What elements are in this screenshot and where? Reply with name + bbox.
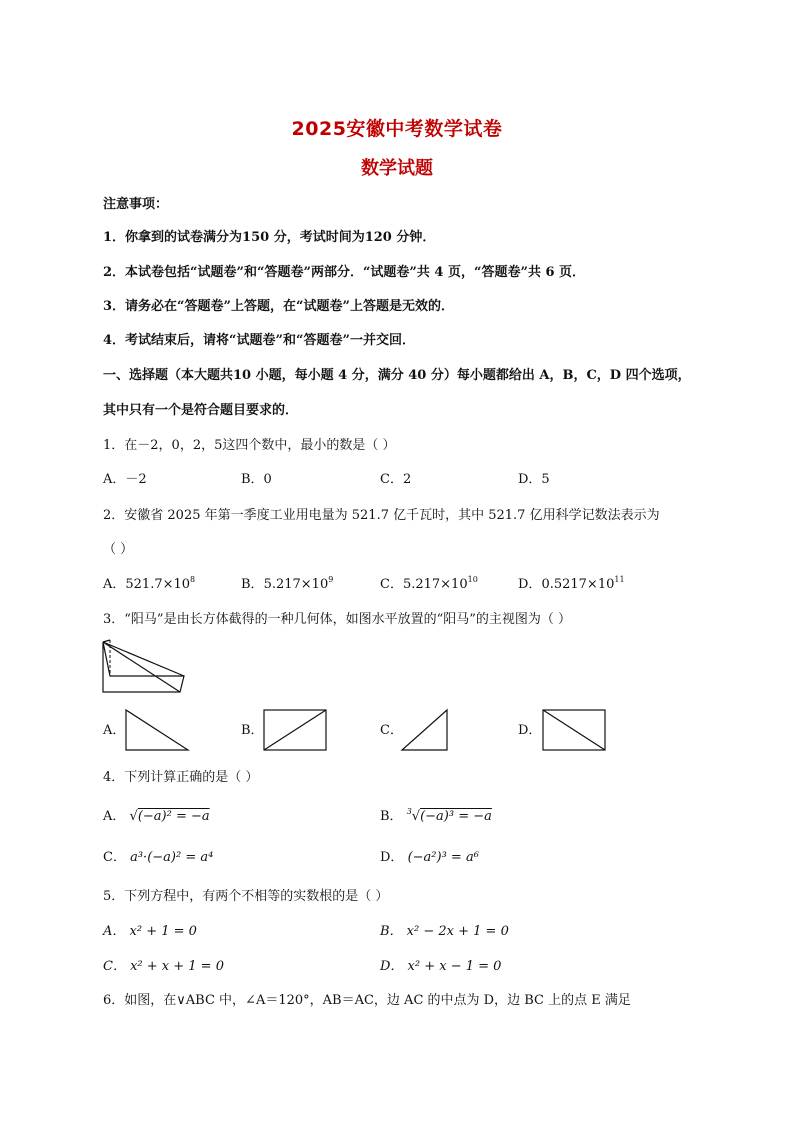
- notice-item-2: 2．本试卷包括“试题卷”和“答题卷”两部分．“试题卷”共 4 页，“答题卷”共 6 页．: [103, 265, 586, 280]
- notice-heading: 注意事项：: [103, 197, 169, 212]
- q3-option-d-figure: [541, 708, 607, 752]
- q3-stem: 3．“阳马”是由长方体截得的一种几何体，如图水平放置的“阳马”的主视图为（ ）: [103, 612, 571, 627]
- q5-option-b: B． x² − 2x + 1 = 0: [380, 924, 509, 939]
- q3-option-a-label: A．: [103, 723, 126, 738]
- q3-option-c-label: C．: [380, 723, 403, 738]
- exam-subtitle: 数学试题: [361, 158, 433, 179]
- q3-option-a-figure: [124, 708, 190, 752]
- q5-option-c: C． x² + x + 1 = 0: [103, 959, 224, 974]
- q3-option-c-figure: [400, 708, 450, 752]
- q3-option-d-label: D．: [518, 723, 542, 738]
- exam-title: 2025安徽中考数学试卷: [291, 118, 503, 140]
- q5-option-a: A． x² + 1 = 0: [103, 924, 197, 939]
- q4-option-b-expr: $^3$√(−a)³ = −a: [406, 807, 492, 824]
- q2-option-c: C．$5.217\times 10^{10}$: [380, 575, 478, 592]
- q4-option-d: D． (−a²)³ = a⁶: [380, 850, 479, 865]
- q3-option-b-figure: [262, 708, 328, 752]
- yangma-solid-figure: [100, 638, 190, 696]
- q4-option-a: A． √(−a)² = −a: [103, 809, 210, 824]
- q1-stem: 1．在－2，0，2，5这四个数中，最小的数是（ ）: [103, 438, 396, 453]
- notice-item-4: 4．考试结束后，请将“试题卷”和“答题卷”一并交回．: [103, 333, 415, 348]
- q4-option-c: C． a³·(−a)² = a⁴: [103, 850, 214, 865]
- q1-option-b: B．0: [241, 472, 272, 487]
- notice-item-3: 3．请务必在“答题卷”上答题，在“试题卷”上答题是无效的．: [103, 299, 454, 314]
- q2-option-a: A．$521.7\times 10^8$: [103, 575, 196, 592]
- q4-stem: 4．下列计算正确的是（ ）: [103, 770, 259, 785]
- q4-option-b: B． $^3$√(−a)³ = −a: [380, 807, 492, 824]
- notice-item-1: 1．你拿到的试卷满分为150 分，考试时间为120 分钟．: [103, 230, 436, 245]
- section1-heading: 一、选择题（本大题共10 小题，每小题 4 分，满分 40 分）每小题都给出 A，B，C，D 四个选项，: [103, 368, 691, 383]
- q6-stem: 6．如图，在∨ABC 中，∠A＝120°，AB＝AC，边 AC 的中点为 D，边 BC 上的点 E 满足: [103, 993, 631, 1008]
- q4-option-c-expr: a³·(−a)² = a⁴: [130, 850, 214, 865]
- section1-heading-cont: 其中只有一个是符合题目要求的．: [103, 403, 299, 418]
- q5-stem: 5．下列方程中，有两个不相等的实数根的是（ ）: [103, 889, 389, 904]
- q2-option-b: B．$5.217\times 10^9$: [241, 575, 334, 592]
- q1-option-a: A．－2: [103, 472, 147, 487]
- q5-option-d: D． x² + x − 1 = 0: [380, 959, 502, 974]
- q2-stem: 2．安徽省 2025 年第一季度工业用电量为 521.7 亿千瓦时，其中 521.7 亿用科学记数法表示为: [103, 508, 660, 523]
- q4-option-a-expr: √(−a)² = −a: [129, 809, 210, 824]
- q2-option-d: D．$0.5217\times 10^{11}$: [518, 575, 625, 592]
- q1-option-c: C．2: [380, 472, 412, 487]
- q2-stem-paren: （ ）: [103, 542, 134, 557]
- q1-option-d: D．5: [518, 472, 550, 487]
- q4-option-d-expr: (−a²)³ = a⁶: [407, 850, 479, 865]
- q3-option-b-label: B．: [241, 723, 264, 738]
